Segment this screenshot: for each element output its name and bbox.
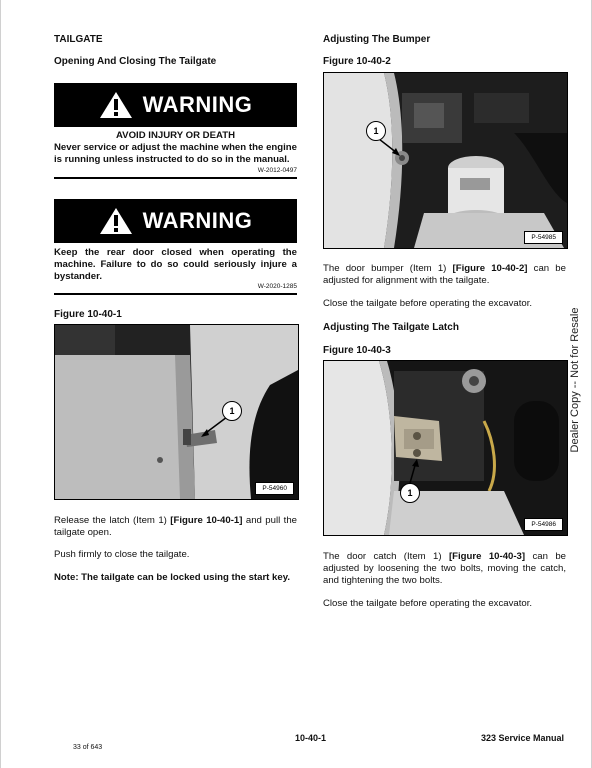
- figure-3-photo: [323, 360, 568, 536]
- figure-2-tag: P-54985: [524, 231, 563, 244]
- door-bumper-illustration: [324, 73, 567, 248]
- catch-close-paragraph: Close the tailgate before operating the excavator.: [323, 598, 533, 609]
- dealer-copy-watermark: [565, 300, 585, 460]
- figure-3-tag: P-54986: [524, 518, 563, 531]
- warning-triangle-icon: [99, 207, 133, 235]
- catch-text-b: can be adjusted by loosening the two bolts, moving the catch, and tightening the two bolts.: [323, 551, 566, 586]
- bumper-paragraph: [323, 263, 566, 287]
- bumper-text-a: The door bumper (Item 1): [323, 263, 453, 274]
- dealer-copy-text: Dealer Copy -- Not for Resale: [569, 307, 581, 453]
- item-1-callout: 1: [222, 401, 242, 421]
- figure-3-caption: Figure 10-40-3: [323, 345, 391, 356]
- catch-paragraph: [323, 551, 566, 587]
- figure-3-reference: [Figure 10-40-3]: [448, 551, 526, 562]
- note-paragraph: Note: The tailgate can be locked using the start key.: [54, 572, 290, 583]
- bumper-text-b: can be adjusted for alignment with the tailgate.: [323, 263, 566, 286]
- latch-text-b: and pull the tailgate open.: [54, 515, 297, 538]
- bumper-title: Adjusting The Bumper: [323, 34, 431, 45]
- tailgate-latch-illustration: [55, 325, 298, 499]
- close-paragraph: Push firmly to close the tailgate.: [54, 549, 190, 560]
- warning-word: WARNING: [142, 208, 253, 233]
- figure-2-photo: [323, 72, 568, 249]
- warning-1-code: W-2012-0497: [257, 167, 297, 174]
- figure-1-tag: P-54960: [255, 482, 294, 495]
- warning-2-code: W-2020-1285: [257, 283, 297, 290]
- item-1-callout: 1: [400, 483, 420, 503]
- warning-1-text: Never service or adjust the machine when the engine is running unless instructed to do so in the manual.: [54, 142, 297, 165]
- warning-banner-1: [54, 83, 297, 127]
- warning-banner-2: [54, 199, 297, 243]
- catch-text-a: The door catch (Item 1): [323, 551, 449, 562]
- figure-2-caption: Figure 10-40-2: [323, 56, 391, 67]
- bumper-close-paragraph: Close the tailgate before operating the excavator.: [323, 298, 533, 309]
- section-title: TAILGATE: [54, 34, 103, 45]
- figure-1-photo: [54, 324, 299, 500]
- page-count: 33 of 643: [73, 744, 103, 751]
- subsection-title: Opening And Closing The Tailgate: [54, 56, 217, 67]
- figure-2-reference: [Figure 10-40-2]: [452, 263, 528, 274]
- latch-title: Adjusting The Tailgate Latch: [323, 322, 459, 333]
- warning-triangle-icon: [99, 91, 133, 119]
- latch-paragraph: [54, 515, 297, 539]
- warning-2-text: Keep the rear door closed when operating the machine. Failure to do so could seriously injure a bystander.: [54, 247, 297, 282]
- latch-text-a: Release the latch (Item 1): [54, 515, 171, 526]
- warning-2-rule: [54, 293, 297, 295]
- warning-word: WARNING: [142, 92, 253, 117]
- warning-1-rule: [54, 177, 297, 179]
- tailgate-latch-catch-illustration: [324, 361, 567, 535]
- page-number: 10-40-1: [295, 733, 327, 743]
- item-1-callout: 1: [366, 121, 386, 141]
- manual-name: 323 Service Manual: [481, 733, 565, 743]
- figure-1-reference: [Figure 10-40-1]: [170, 515, 243, 526]
- figure-1-caption: Figure 10-40-1: [54, 309, 122, 320]
- warning-1-heading: AVOID INJURY OR DEATH: [115, 130, 236, 141]
